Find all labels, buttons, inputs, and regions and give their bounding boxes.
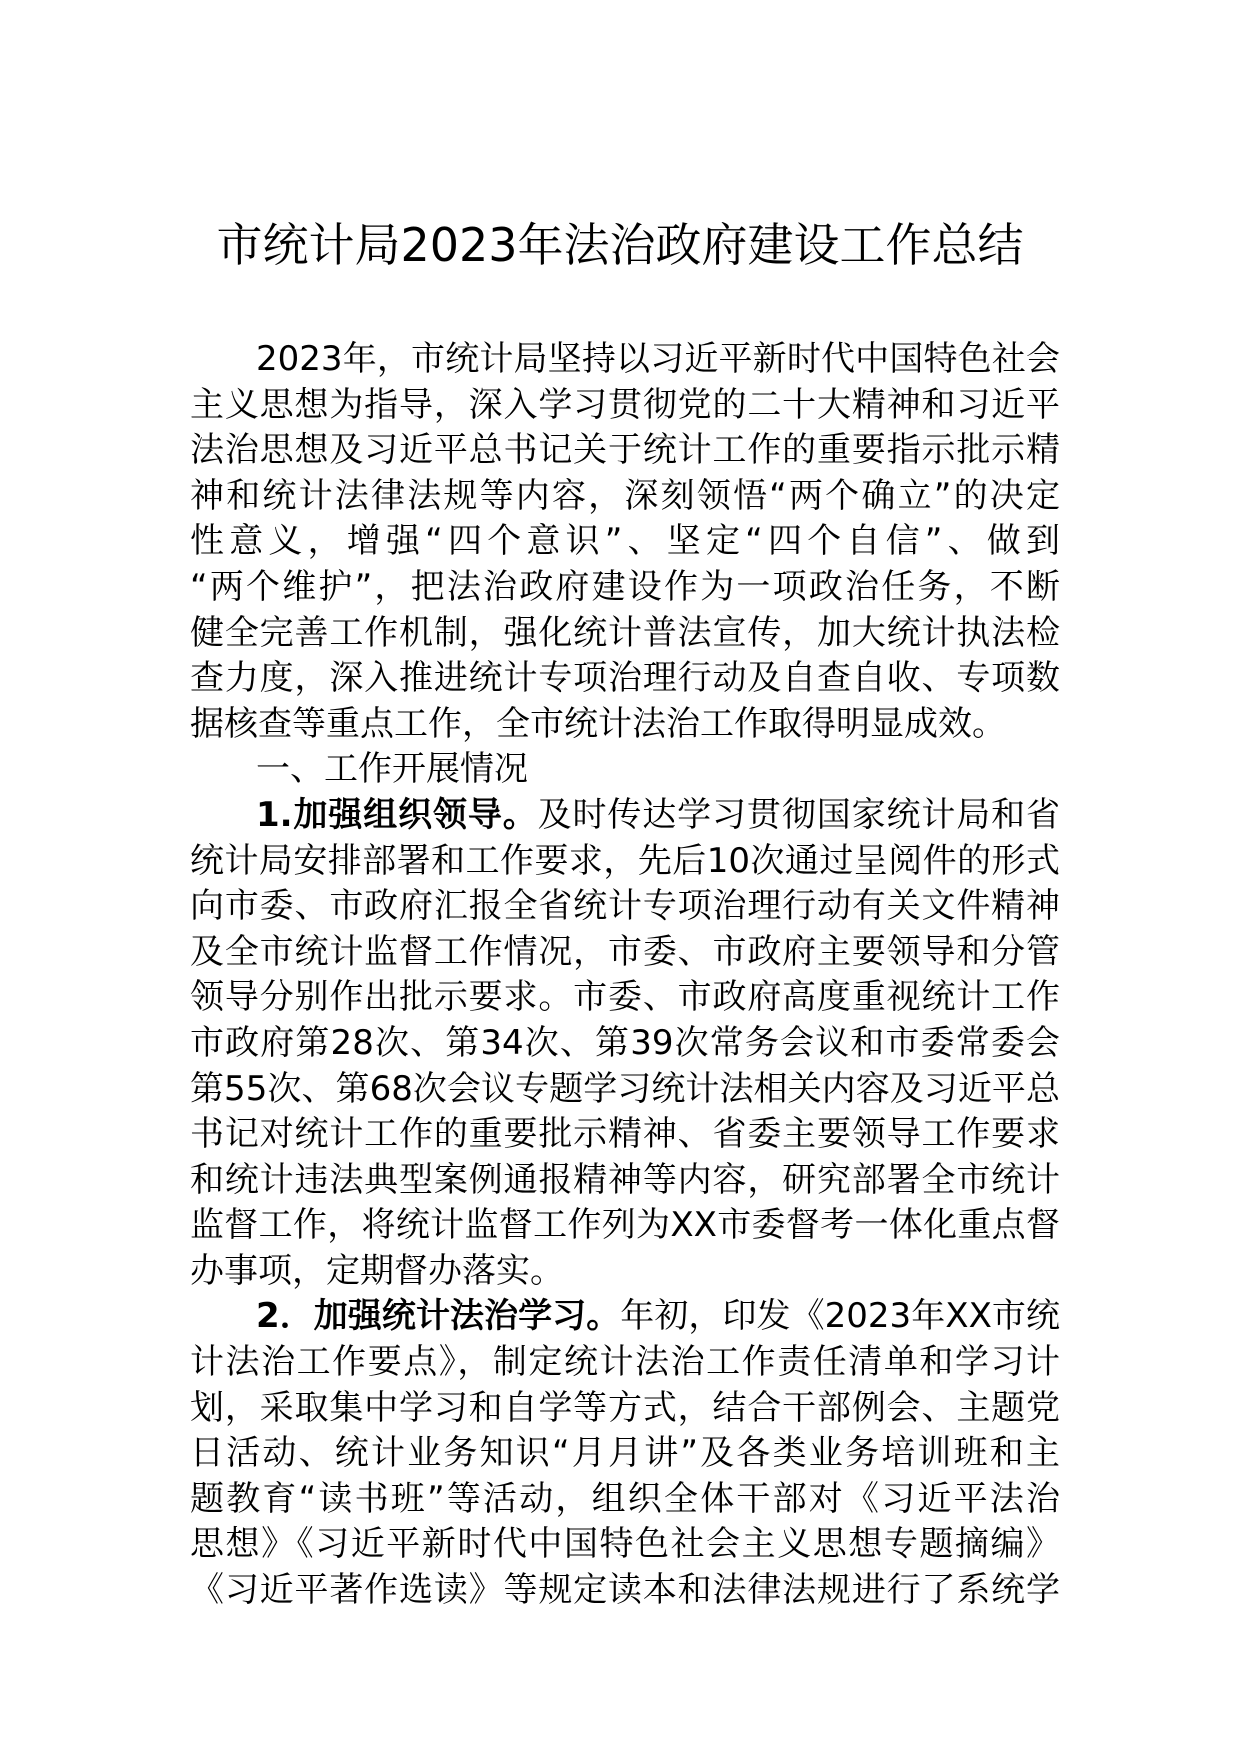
paragraph-line: “两个维护”，把法治政府建设作为一项政治任务，不断	[190, 566, 1060, 607]
paragraph-line: 书记对统计工作的重要批示精神、省委主要领导工作要求	[190, 1114, 1060, 1155]
paragraph-line: 办事项，定期督办落实。	[190, 1250, 564, 1291]
paragraph-line: 向市委、市政府汇报全省统计专项治理行动有关文件精神	[190, 886, 1060, 927]
paragraph-line: 题教育“读书班”等活动，组织全体干部对《习近平法治	[190, 1478, 1060, 1519]
paragraph-line: 2023年，市统计局坚持以习近平新时代中国特色社会	[256, 339, 1060, 379]
document-title: 市统计局2023年法治政府建设工作总结	[216, 218, 1024, 272]
paragraph-line: 统计局安排部署和工作要求，先后10次通过呈阅件的形式	[190, 840, 1060, 881]
item-lead-bold: 1.加强组织领导。	[256, 794, 538, 835]
paragraph-line: 主义思想为指导，深入学习贯彻党的二十大精神和习近平	[190, 384, 1060, 425]
document-body	[190, 337, 1060, 1614]
paragraph-line: 领导分别作出批示要求。市委、市政府高度重视统计工作	[190, 977, 1060, 1018]
item-lead-bold: 2．加强统计法治学习。	[256, 1296, 621, 1337]
paragraph-line: 思想》《习近平新时代中国特色社会主义思想专题摘编》	[190, 1524, 1060, 1565]
paragraph-line: 计法治工作要点》，制定统计法治工作责任清单和学习计	[190, 1342, 1060, 1383]
paragraph-line: 第55次、第68次会议专题学习统计法相关内容及习近平总	[190, 1068, 1060, 1109]
paragraph-line: 市政府第28次、第34次、第39次常务会议和市委常委会	[190, 1022, 1060, 1063]
item-first-line-text: 年初，印发《2023年XX市统	[620, 1296, 1060, 1337]
paragraph-line: 监督工作，将统计监督工作列为XX市委督考一体化重点督	[190, 1205, 1060, 1246]
paragraph-line: 及全市统计监督工作情况，市委、市政府主要领导和分管	[190, 931, 1060, 972]
item-first-line	[190, 1294, 1060, 1340]
paragraph-line: 法治思想及习近平总书记关于统计工作的重要指示批示精	[190, 430, 1060, 471]
section-heading: 一、工作开展情况	[256, 749, 528, 790]
paragraph-line: 日活动、统计业务知识“月月讲”及各类业务培训班和主	[190, 1433, 1060, 1474]
paragraph-line: 健全完善工作机制，强化统计普法宣传，加大统计执法检	[190, 612, 1060, 653]
paragraph-line: 和统计违法典型案例通报精神等内容，研究部署全市统计	[190, 1159, 1060, 1200]
item-first-line	[190, 793, 1060, 839]
paragraph-line: 神和统计法律法规等内容，深刻领悟“两个确立”的决定	[190, 475, 1060, 516]
item-first-line-text: 及时传达学习贯彻国家统计局和省	[537, 794, 1060, 835]
paragraph-line: 性意义，增强“四个意识”、坚定“四个自信”、做到	[190, 521, 1060, 562]
paragraph-line: 划，采取集中学习和自学等方式，结合干部例会、主题党	[190, 1387, 1060, 1428]
paragraph-line: 《习近平著作选读》等规定读本和法律法规进行了系统学	[190, 1570, 1060, 1611]
paragraph-line: 据核查等重点工作，全市统计法治工作取得明显成效。	[190, 703, 1006, 744]
paragraph-line: 查力度，深入推进统计专项治理行动及自查自收、专项数	[190, 658, 1060, 699]
